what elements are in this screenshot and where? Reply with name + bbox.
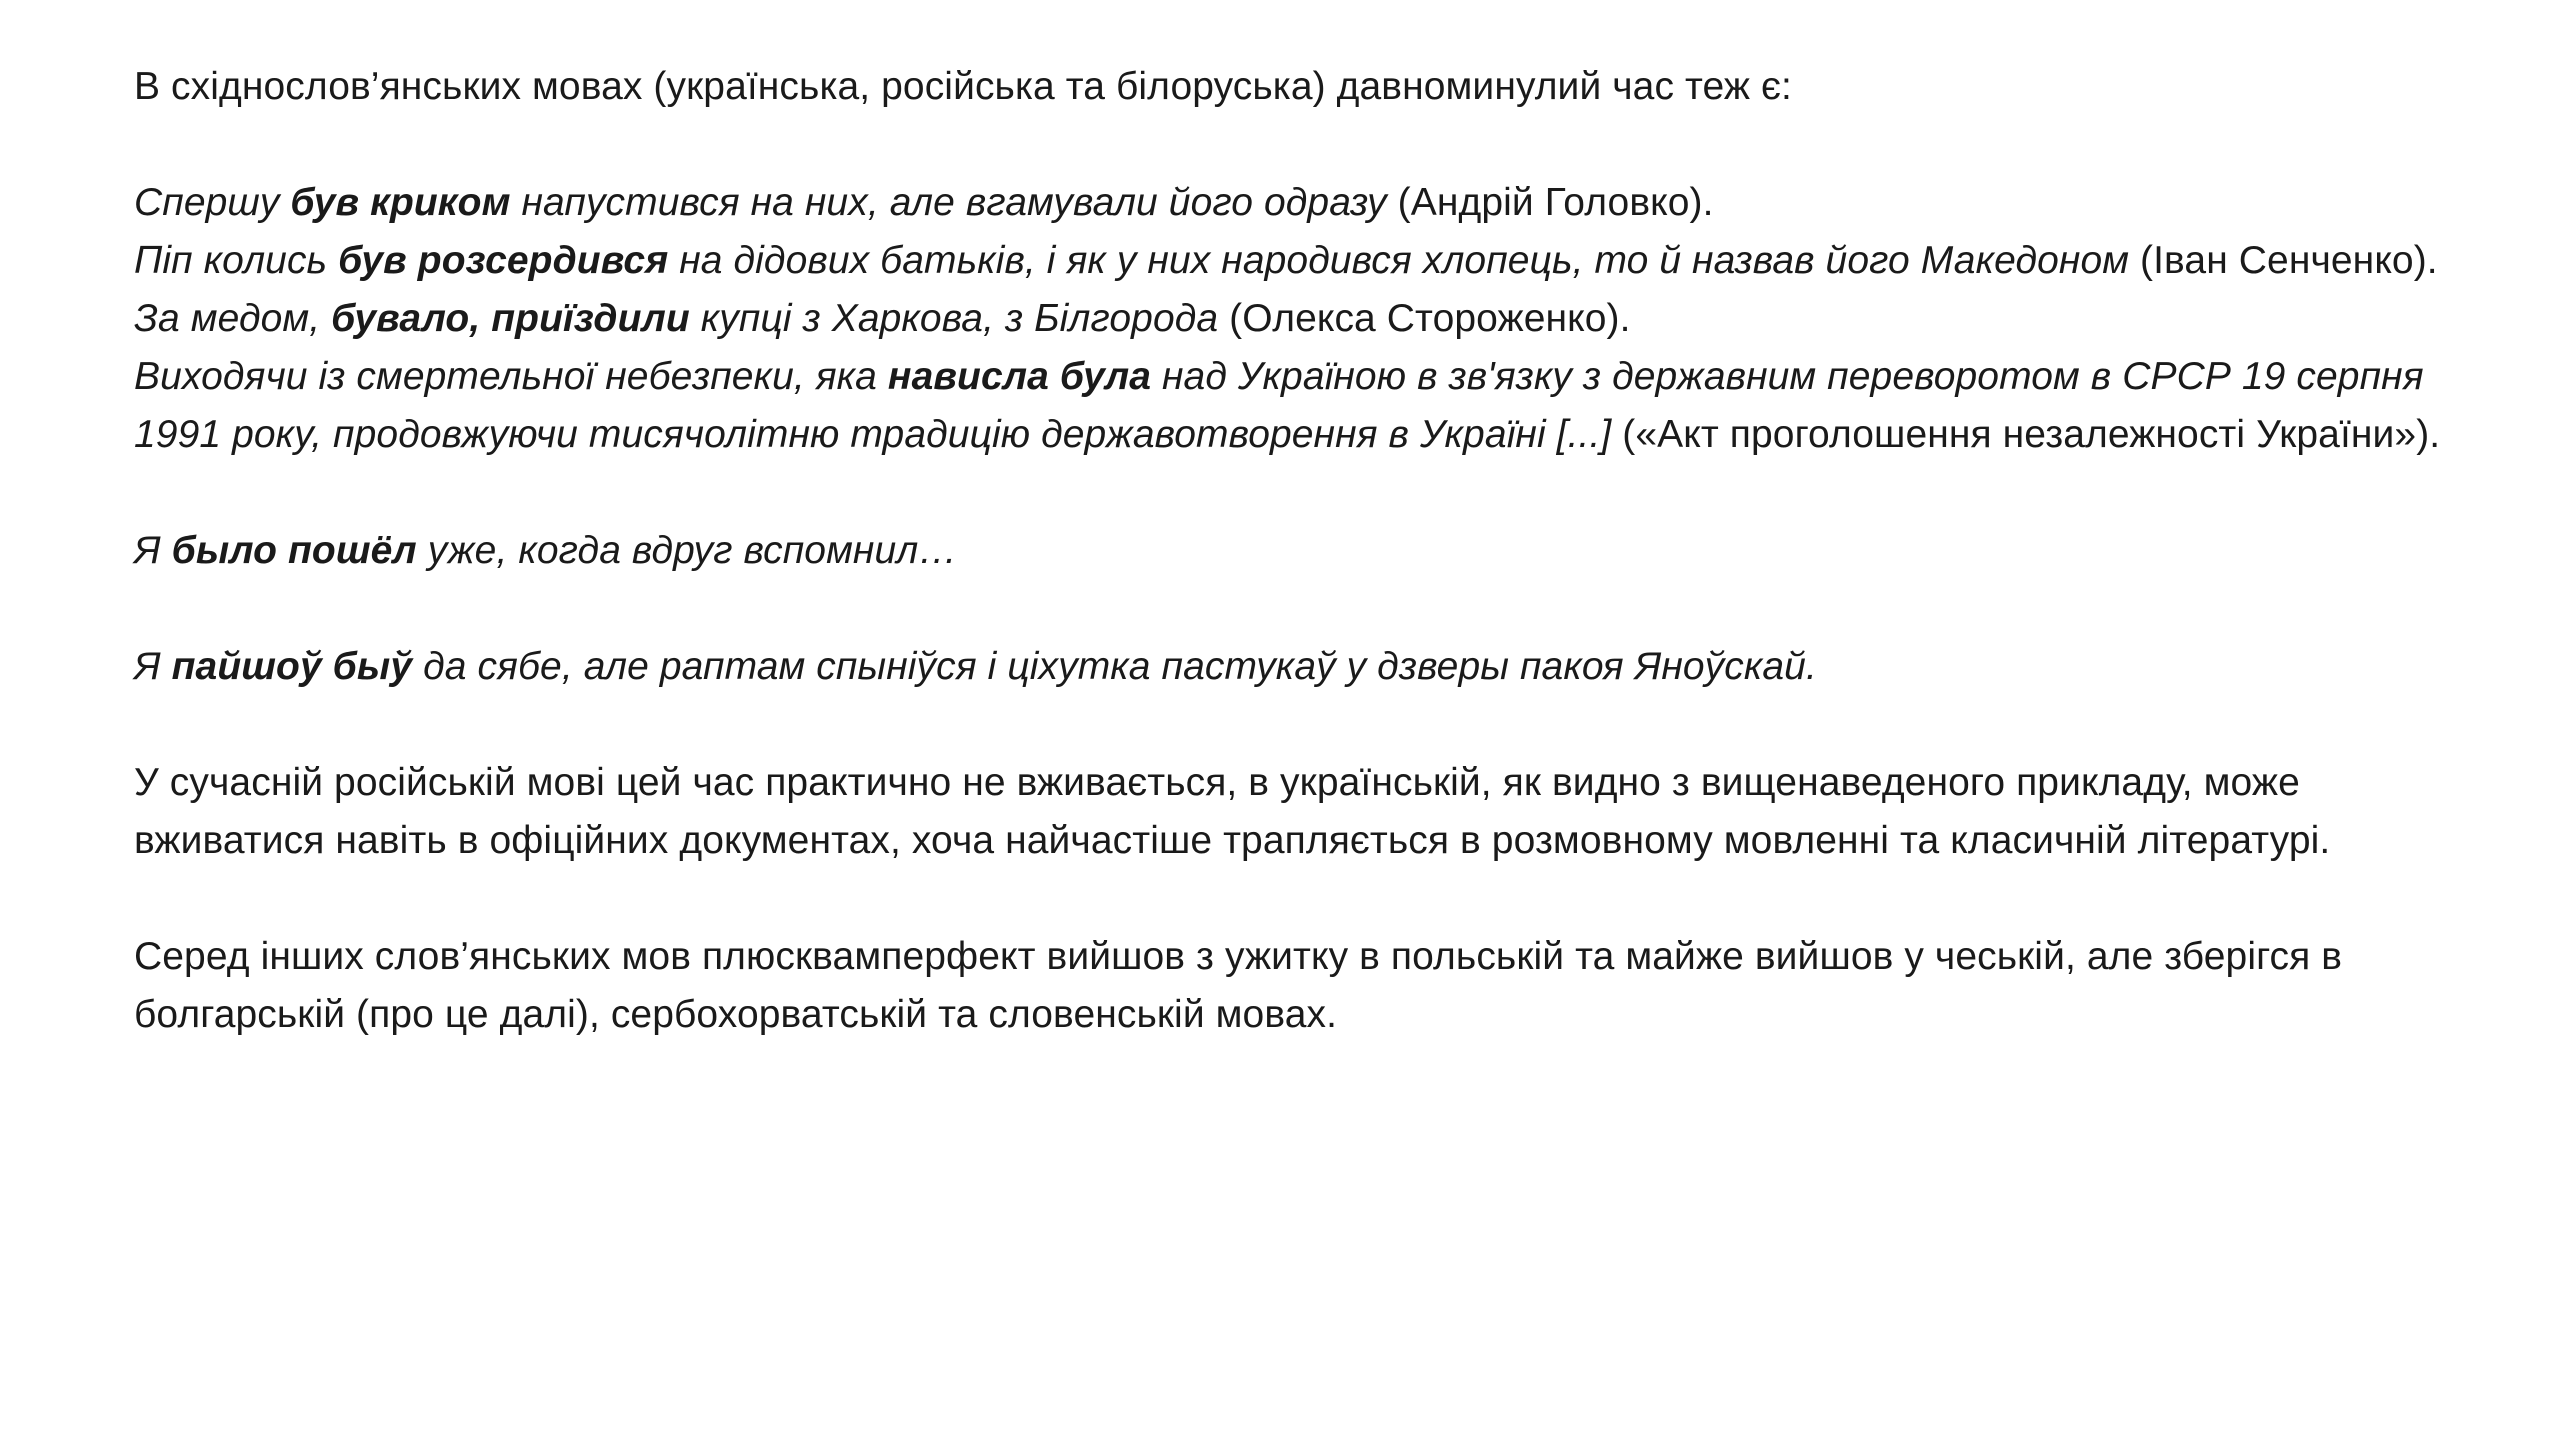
example-russian [134,522,2474,580]
example-text: За медом, [134,297,332,340]
example-source: (Андрій Головко). [1386,181,1714,224]
example-highlight: пайшоў быў [171,645,413,688]
example-source: (Олекса Стороженко). [1218,297,1631,340]
example-ukrainian-2 [134,232,2474,290]
example-text: Спершу [134,181,291,224]
spacer [134,696,2474,754]
example-text: Я [134,529,172,572]
example-highlight: бувало, приїздили [331,297,690,340]
intro-paragraph: В східнослов’янських мовах (українська, російська та білоруська) давноминулий час теж є: [134,65,1792,108]
example-highlight: був розсердився [338,239,669,282]
example-ukrainian-4 [134,348,2474,464]
example-highlight: був криком [290,181,511,224]
example-source: («Акт проголошення незалежності України»). [1611,413,2441,456]
example-text: на дідових батьків, і як у них народився хлопець, то й назвав його Македоном [668,239,2130,282]
paragraph-other-languages: Серед інших слов’янських мов плюсквамперфект вийшов з ужитку в польській та майже вийшов у чеській, але зберігся в болгарській (про це далі), сербохорватській та словенській мовах. [134,935,2343,1036]
example-ukrainian-3 [134,290,2474,348]
example-source: (Іван Сенченко). [2129,239,2438,282]
ukrainian-examples [134,174,2474,464]
example-highlight: нависла була [887,355,1152,398]
example-ukrainian-1 [134,174,2474,232]
example-text: напустився на них, але вгамували його одразу [510,181,1387,224]
example-text: Я [134,645,172,688]
example-text: Виходячи із смертельної небезпеки, яка [134,355,888,398]
example-text: купці з Харкова, з Білгорода [689,297,1219,340]
example-text: да сябе, але раптам спыніўся і ціхутка пастукаў у дзверы пакоя Яноўскай. [412,645,1817,688]
spacer [134,580,2474,638]
spacer [134,116,2474,174]
example-belarusian [134,638,2474,696]
example-text: Піп колись [134,239,339,282]
slide-content [134,58,2474,1044]
example-text: уже, когда вдруг вспомнил… [416,529,958,572]
spacer [134,464,2474,522]
paragraph-modern-usage: У сучасній російській мові цей час практично не вживається, в українській, як видно з вищенаведеного прикладу, може вживатися навіть в офіційних документах, хоча найчастіше трапляється в розмовному мовленні та класичній літературі. [134,761,2331,862]
example-highlight: было пошёл [171,529,417,572]
example-text: над Україною в зв'язку з державним переворотом в СРСР 19 серпня 1991 року, продовжуючи тисячолітню традицію державотворення в Україні [...] [134,355,2424,456]
spacer [134,870,2474,928]
